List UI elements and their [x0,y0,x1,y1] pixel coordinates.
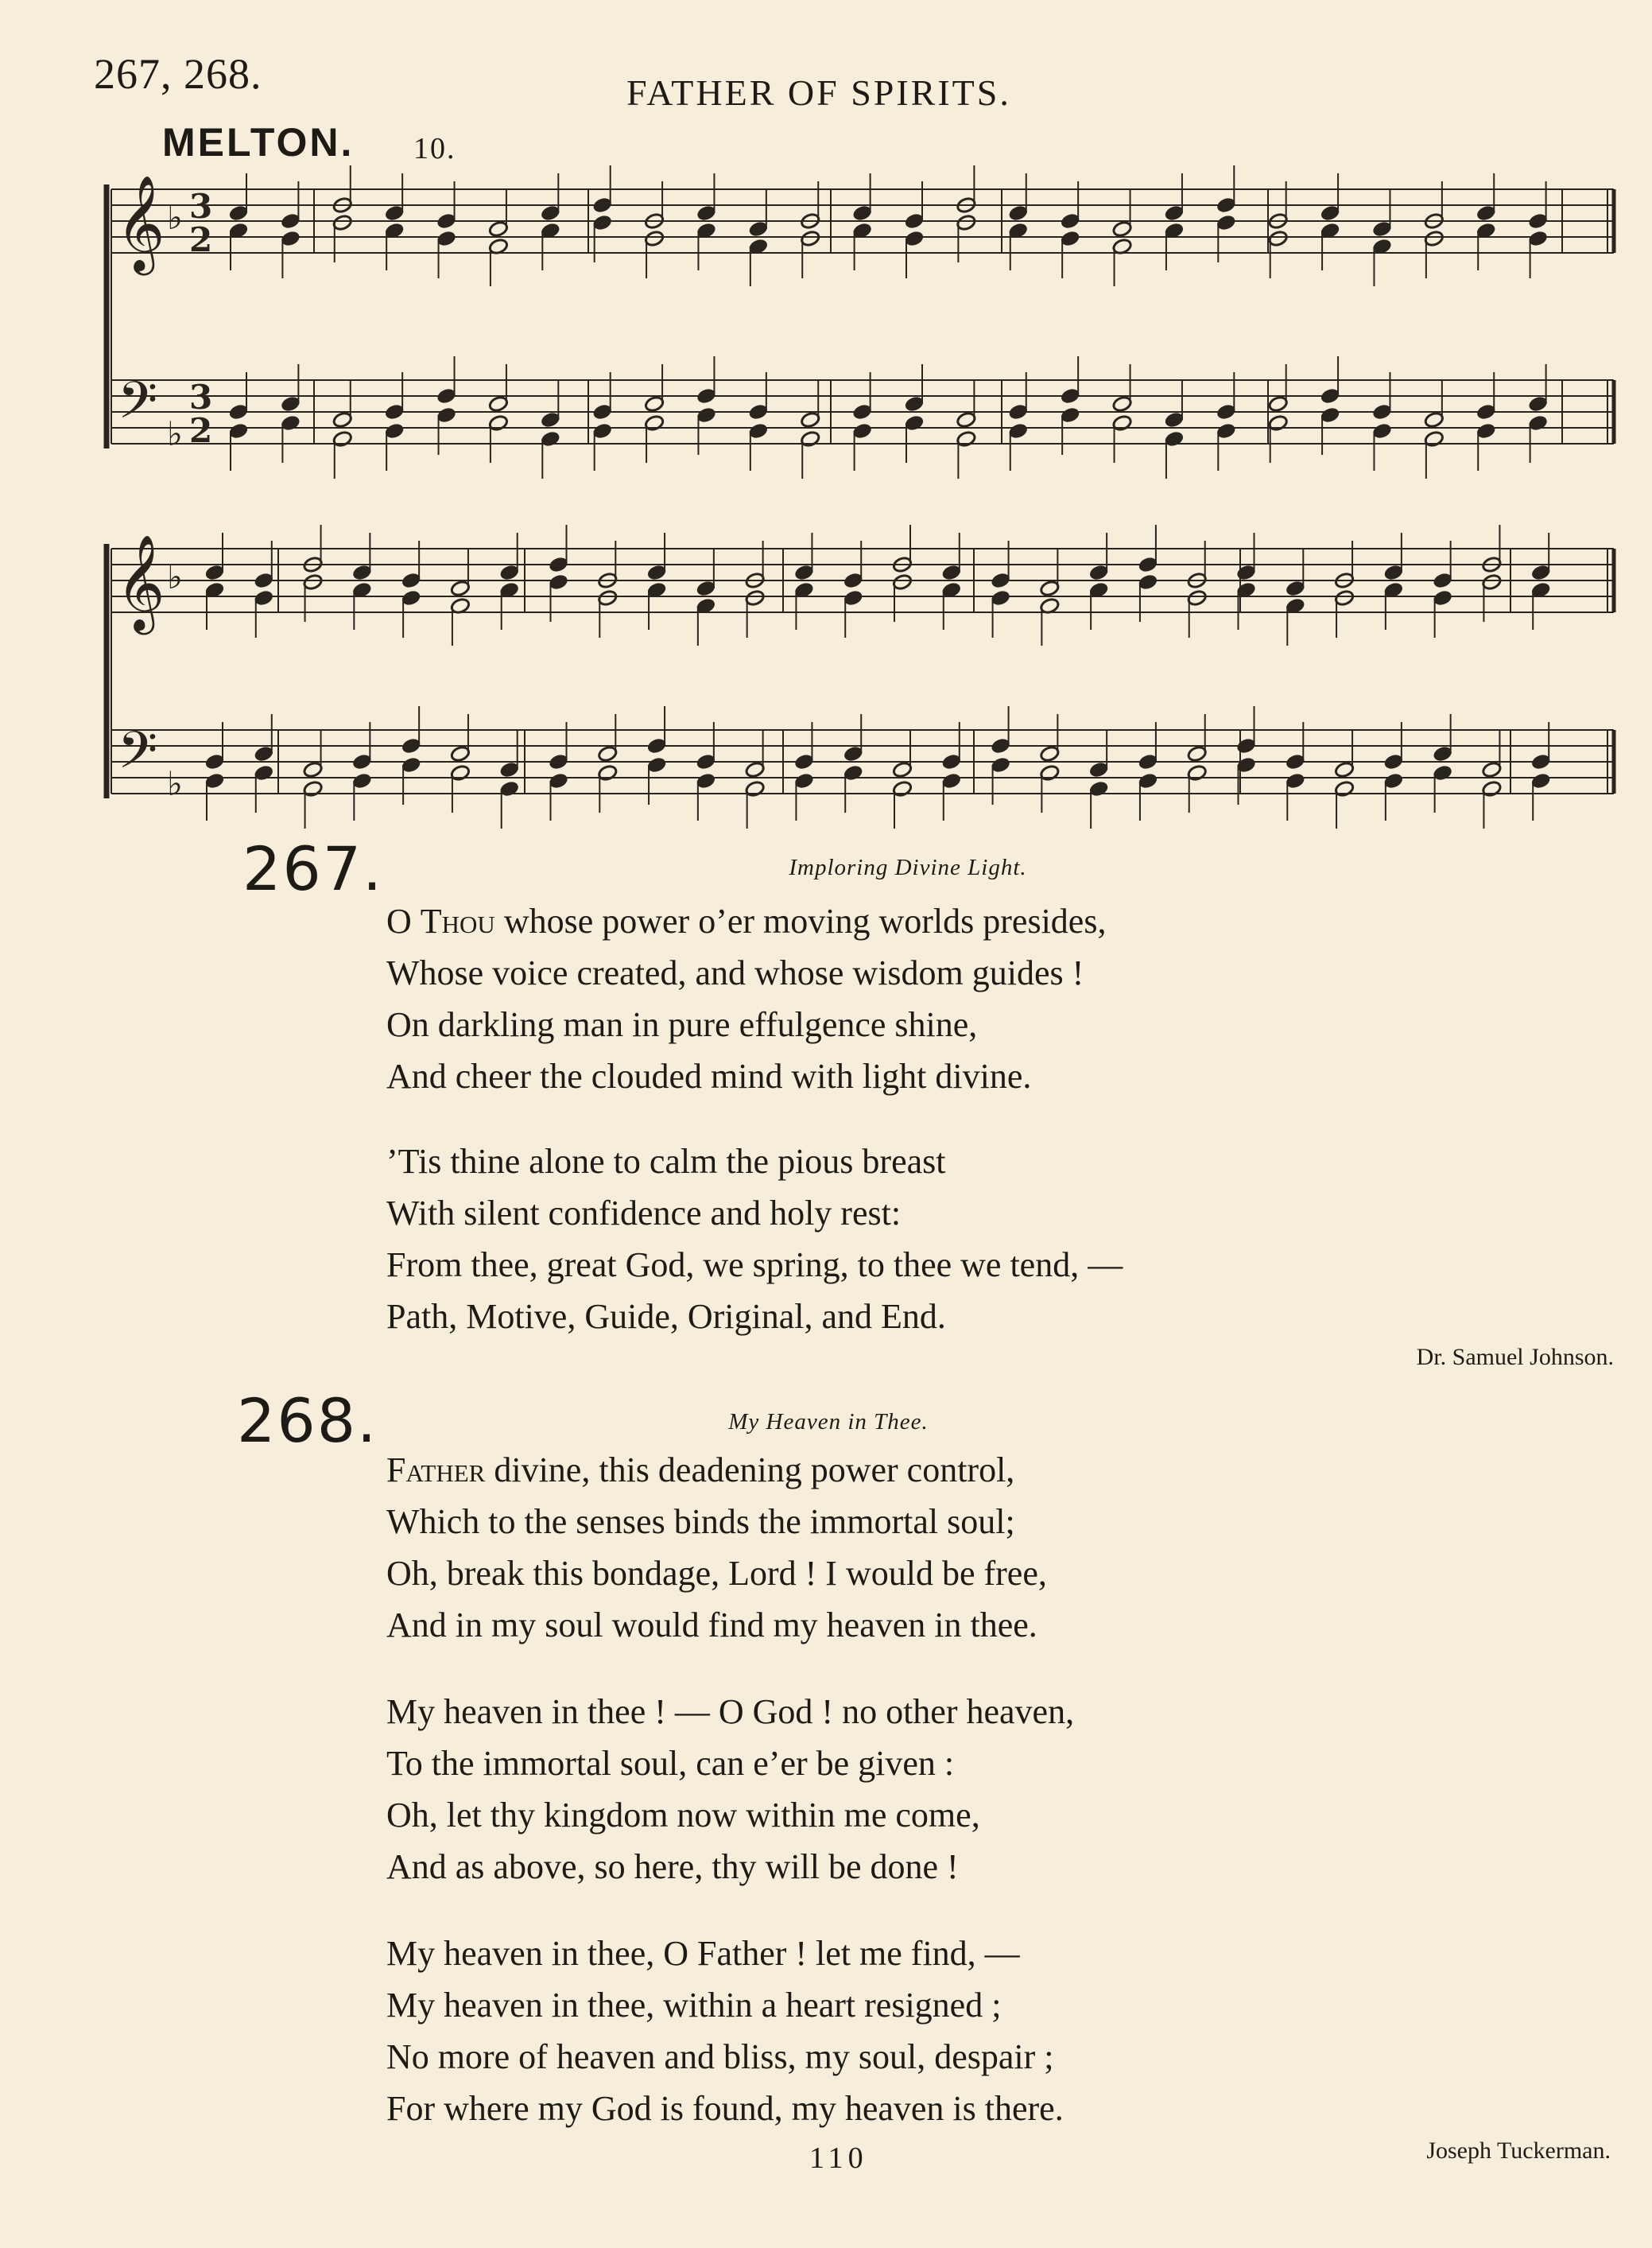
author-268: Joseph Tuckerman. [1426,2137,1611,2164]
stanza-line: No more of heaven and bliss, my soul, despair ; [386,2037,1054,2076]
hymn-numbers-header: 267, 268. [94,50,262,98]
stanza-line-first: O Thou whose power o’er moving worlds presides, [386,902,1107,941]
time-signature-bottom: 2 [189,411,213,450]
stanza-line: For where my God is found, my heaven is there. [386,2089,1064,2128]
stanza-line: With silent confidence and holy rest: [386,1194,902,1233]
stanza-line: Path, Motive, Guide, Original, and End. [386,1297,946,1336]
music-score [0,0,1652,843]
stanza-line: And as above, so here, thy will be done ! [386,1847,959,1886]
stanza-268-1 [386,1444,1047,1651]
hymn-subtitle-268: My Heaven in Thee. [728,1409,929,1435]
time-signature-top: 3 [189,187,213,226]
stanza-line: And cheer the clouded mind with light divine. [386,1057,1032,1096]
music-system-1 [107,165,1614,479]
stanza-268-2 [386,1686,1074,1893]
stanza-line: Oh, let thy kingdom now within me come, [386,1796,980,1835]
flat-icon: ♭ [167,557,183,596]
stanza-267-2 [386,1136,1123,1342]
first-word: Thou [420,902,495,941]
stanza-line: On darkling man in pure effulgence shine, [386,1005,978,1044]
stanza-line: ’Tis thine alone to calm the pious breast [386,1142,946,1181]
treble-clef-icon: 𝄞 [116,534,165,631]
hymn-number-267: 267. [242,833,384,904]
page-title: FATHER OF SPIRITS. [626,72,1011,113]
stanza-line: To the immortal soul, can e’er be given : [386,1744,955,1783]
first-word: Father [386,1450,486,1489]
bass-clef-icon: 𝄢 [118,721,158,793]
tune-name: MELTON. [162,120,355,165]
stanza-line: From thee, great God, we spring, to thee we tend, — [386,1245,1123,1284]
tune-meter: 10. [413,132,456,165]
stanza-line: Oh, break this bondage, Lord ! I would be free, [386,1554,1047,1593]
treble-clef-icon: 𝄞 [116,174,165,271]
stanza-line: My heaven in thee, within a heart resigned ; [386,1986,1002,2025]
stanza-267-1 [386,895,1106,1102]
time-signature-bottom: 2 [189,220,213,259]
page-number: 110 [809,2141,868,2175]
music-system-2 [107,525,1614,829]
stanza-268-3 [386,1928,1064,2134]
bass-clef-icon: 𝄢 [118,371,158,443]
flat-icon: ♭ [167,414,183,453]
stanza-line: Whose voice created, and whose wisdom guides ! [386,953,1084,992]
stanza-line: And in my soul would find my heaven in thee. [386,1605,1037,1644]
stanza-line-first: Father divine, this deadening power control, [386,1450,1015,1489]
flat-icon: ♭ [167,764,183,803]
time-signature-top: 3 [189,378,213,417]
stanza-line: My heaven in thee ! — O God ! no other heaven, [386,1692,1075,1731]
hymn-subtitle-267: Imploring Divine Light. [789,855,1027,880]
stanza-line: My heaven in thee, O Father ! let me find, — [386,1934,1020,1973]
stanza-line: Which to the senses binds the immortal soul; [386,1502,1015,1541]
flat-icon: ♭ [167,198,183,237]
author-267: Dr. Samuel Johnson. [1416,1344,1614,1370]
hymn-number-268: 268. [237,1385,378,1456]
